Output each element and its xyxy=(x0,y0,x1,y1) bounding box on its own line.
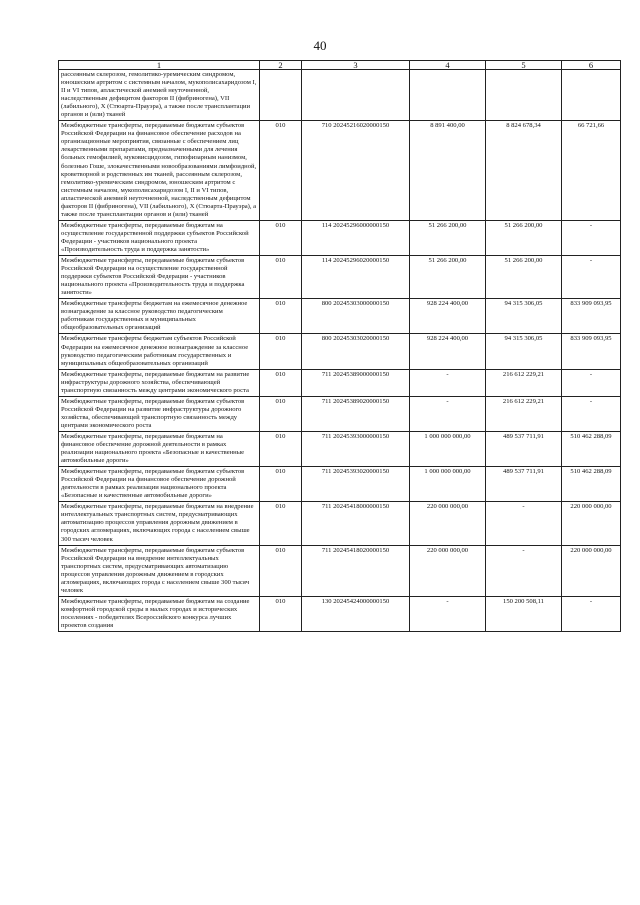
row-approved-amount: 51 266 200,00 xyxy=(410,256,486,299)
row-executed-amount: 94 315 306,05 xyxy=(486,334,562,369)
row-executed-amount: 51 266 200,00 xyxy=(486,220,562,255)
row-budget-code xyxy=(302,70,410,121)
row-description: Межбюджетные трансферты, передаваемые бюджетам на развитие инфраструктуры дорожного хозяйства, обеспечивающей транспортную связанность между центрами экономического роста xyxy=(59,369,260,396)
row-budget-code: 711 20245393020000150 xyxy=(302,467,410,502)
row-unexecuted-amount: 833 909 093,95 xyxy=(562,334,621,369)
table-row xyxy=(59,431,621,466)
row-executed-amount: 489 537 711,91 xyxy=(486,431,562,466)
row-approved-amount: 51 266 200,00 xyxy=(410,220,486,255)
row-budget-code: 114 20245296000000150 xyxy=(302,220,410,255)
row-unexecuted-amount: - xyxy=(562,369,621,396)
row-unexecuted-amount: 220 000 000,00 xyxy=(562,545,621,596)
row-approved-amount: 8 891 400,00 xyxy=(410,121,486,221)
row-executed-amount: - xyxy=(486,545,562,596)
row-budget-code: 711 20245389000000150 xyxy=(302,369,410,396)
row-budget-code: 711 20245418000000150 xyxy=(302,502,410,545)
row-unexecuted-amount: - xyxy=(562,596,621,631)
row-budget-code: 710 20245216020000150 xyxy=(302,121,410,221)
row-line-code: 010 xyxy=(260,369,302,396)
column-header: 5 xyxy=(486,61,562,70)
row-approved-amount: - xyxy=(410,396,486,431)
row-executed-amount: 489 537 711,91 xyxy=(486,467,562,502)
header-row xyxy=(59,61,621,70)
page-number: 40 xyxy=(313,38,327,53)
row-description: Межбюджетные трансферты, передаваемые бюджетам субъектов Российской Федерации на осуществление государственной поддержки субъектов Российской Федерации - участников национального проекта «Производительность труда и поддержка занятости» xyxy=(59,256,260,299)
row-description: Межбюджетные трансферты, передаваемые бюджетам субъектов Российской Федерации на внедрение интеллектуальных транспортных систем, предусматривающих автоматизацию процессов управления дорожным движением в городских агломерациях, включающих города с населением свыше 300 тысяч человек xyxy=(59,545,260,596)
table-row xyxy=(59,70,621,121)
row-description: рассеянным склерозом, гемолитико-уремическим синдромом, юношеским артритом с системным началом, мукополисахаридозом I, II и VI типов, апластической анемией неуточненной, наследственным дефицитом факторов II (фибриногена), VII (лабильного), X (Стюарта-Прауэра), а также после трансплантации органов и (или) тканей xyxy=(59,70,260,121)
table-row xyxy=(59,467,621,502)
column-header: 3 xyxy=(302,61,410,70)
row-line-code: 010 xyxy=(260,396,302,431)
table-row xyxy=(59,299,621,334)
row-line-code: 010 xyxy=(260,502,302,545)
row-unexecuted-amount: 66 721,66 xyxy=(562,121,621,221)
row-executed-amount: 150 200 508,11 xyxy=(486,596,562,631)
row-unexecuted-amount xyxy=(562,70,621,121)
row-executed-amount: 94 315 306,05 xyxy=(486,299,562,334)
row-approved-amount: 1 000 000 000,00 xyxy=(410,467,486,502)
column-header: 2 xyxy=(260,61,302,70)
budget-table xyxy=(58,60,621,632)
row-line-code: 010 xyxy=(260,121,302,221)
row-approved-amount: - xyxy=(410,369,486,396)
row-description: Межбюджетные трансферты, передаваемые бюджетам субъектов Российской Федерации на финансовое обеспечение расходов на организационные мероприятия, связанные с обеспечением лиц лекарственными препаратами, предназначенными для лечения больных гемофилией, муковисцидозом, гипофизарным нанизмом, болезнью Гоше, злокачественными новообразованиями лимфоидной, кроветворной и родственных им тканей, рассеянным склерозом, гемолитико-уремическим синдромом, юношеским артритом с системным началом, мукополисахаридозом I, II и VI типов, апластической анемией неуточненной, наследственным дефицитом факторов II (фибриногена), VII (лабильного), X (Стюарта-Прауэра), а также после трансплантации органов и (или) тканей xyxy=(59,121,260,221)
row-line-code: 010 xyxy=(260,256,302,299)
row-line-code: 010 xyxy=(260,545,302,596)
row-approved-amount: 1 000 000 000,00 xyxy=(410,431,486,466)
table-row xyxy=(59,220,621,255)
column-header: 6 xyxy=(562,61,621,70)
row-line-code: 010 xyxy=(260,334,302,369)
table-row xyxy=(59,396,621,431)
table-row xyxy=(59,502,621,545)
row-line-code: 010 xyxy=(260,596,302,631)
row-description: Межбюджетные трансферты, передаваемые бюджетам на осуществление государственной поддержки субъектов Российской Федерации - участников национального проекта «Производительность труда и поддержка занятости» xyxy=(59,220,260,255)
column-header: 4 xyxy=(410,61,486,70)
row-unexecuted-amount: 510 462 288,09 xyxy=(562,431,621,466)
row-line-code xyxy=(260,70,302,121)
row-line-code: 010 xyxy=(260,220,302,255)
row-budget-code: 711 20245418020000150 xyxy=(302,545,410,596)
row-unexecuted-amount: - xyxy=(562,396,621,431)
row-line-code: 010 xyxy=(260,299,302,334)
row-line-code: 010 xyxy=(260,431,302,466)
row-executed-amount: 8 824 678,34 xyxy=(486,121,562,221)
row-unexecuted-amount: - xyxy=(562,220,621,255)
row-budget-code: 711 20245389020000150 xyxy=(302,396,410,431)
row-description: Межбюджетные трансферты, передаваемые бюджетам на создание комфортной городской среды в малых городах и исторических поселениях - победителях Всероссийского конкурса лучших проектов создания xyxy=(59,596,260,631)
table-row xyxy=(59,596,621,631)
row-executed-amount xyxy=(486,70,562,121)
row-executed-amount: 51 266 200,00 xyxy=(486,256,562,299)
row-approved-amount xyxy=(410,70,486,121)
row-description: Межбюджетные трансферты, передаваемые бюджетам субъектов Российской Федерации на финансовое обеспечение дорожной деятельности в рамках реализации национального проекта «Безопасные и качественные автомобильные дороги» xyxy=(59,467,260,502)
row-approved-amount: 928 224 400,00 xyxy=(410,299,486,334)
table-row xyxy=(59,256,621,299)
row-budget-code: 800 20245303020000150 xyxy=(302,334,410,369)
table-row xyxy=(59,121,621,221)
row-approved-amount: 928 224 400,00 xyxy=(410,334,486,369)
row-approved-amount: 220 000 000,00 xyxy=(410,545,486,596)
table-row xyxy=(59,545,621,596)
row-unexecuted-amount: - xyxy=(562,256,621,299)
row-unexecuted-amount: 220 000 000,00 xyxy=(562,502,621,545)
row-executed-amount: - xyxy=(486,502,562,545)
row-approved-amount: - xyxy=(410,596,486,631)
row-budget-code: 711 20245393000000150 xyxy=(302,431,410,466)
row-budget-code: 130 20245424000000150 xyxy=(302,596,410,631)
row-description: Межбюджетные трансферты бюджетам субъектов Российской Федерации на ежемесячное денежное вознаграждение за классное руководство педагогическим работникам государственных и муниципальных общеобразовательных организаций xyxy=(59,334,260,369)
row-approved-amount: 220 000 000,00 xyxy=(410,502,486,545)
row-executed-amount: 216 612 229,21 xyxy=(486,369,562,396)
column-header: 1 xyxy=(59,61,260,70)
row-description: Межбюджетные трансферты, передаваемые бюджетам субъектов Российской Федерации на развитие инфраструктуры дорожного хозяйства, обеспечивающей транспортную связанность между центрами экономического роста xyxy=(59,396,260,431)
row-description: Межбюджетные трансферты, передаваемые бюджетам на внедрение интеллектуальных транспортных систем, предусматривающих автоматизацию процессов управления дорожным движением в городских агломерациях, включающих города с населением свыше 300 тысяч человек xyxy=(59,502,260,545)
table-row xyxy=(59,334,621,369)
row-description: Межбюджетные трансферты, передаваемые бюджетам на финансовое обеспечение дорожной деятельности в рамках реализации национального проекта «Безопасные и качественные автомобильные дороги» xyxy=(59,431,260,466)
table-row xyxy=(59,369,621,396)
row-budget-code: 114 20245296020000150 xyxy=(302,256,410,299)
row-executed-amount: 216 612 229,21 xyxy=(486,396,562,431)
row-line-code: 010 xyxy=(260,467,302,502)
row-unexecuted-amount: 833 909 093,95 xyxy=(562,299,621,334)
row-description: Межбюджетные трансферты бюджетам на ежемесячное денежное вознаграждение за классное руководство педагогическим работникам государственных и муниципальных общеобразовательных организаций xyxy=(59,299,260,334)
row-unexecuted-amount: 510 462 288,09 xyxy=(562,467,621,502)
row-budget-code: 800 20245303000000150 xyxy=(302,299,410,334)
